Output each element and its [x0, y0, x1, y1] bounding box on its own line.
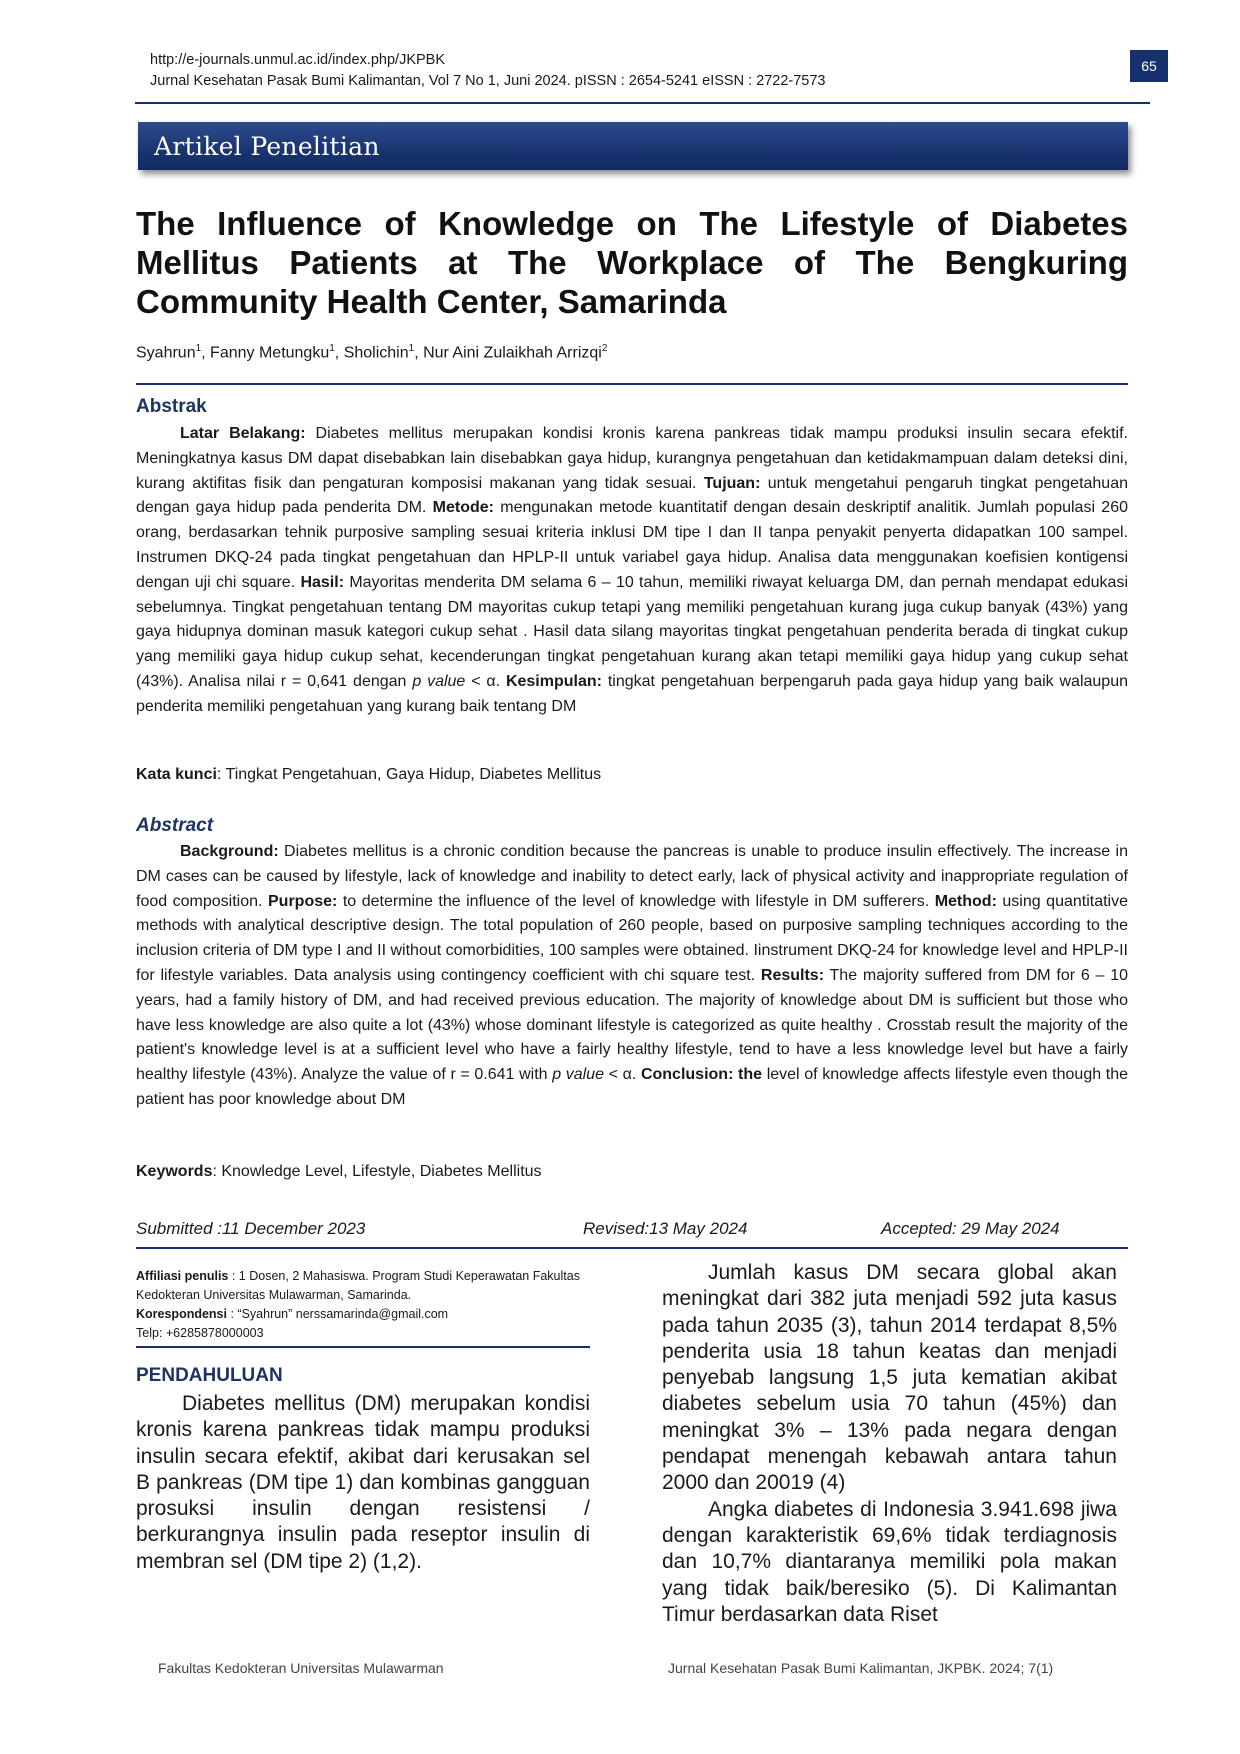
tujuan-label: Tujuan: — [703, 474, 761, 492]
affiliation-label: Affiliasi penulis — [136, 1269, 229, 1283]
pendahuluan-heading: PENDAHULUAN — [136, 1365, 283, 1386]
article-type-label: Artikel Penelitian — [154, 132, 380, 161]
dates-divider — [136, 1247, 1128, 1249]
page-number: 65 — [1141, 58, 1157, 74]
latar-text: Diabetes mellitus merupakan kondisi kronis karena pankreas tidak mampu produksi insulin secara efektif. Meningkatnya kasus DM dapat disebabkan lain disebabkan gaya hidup, kurangnya pengetahuan dan ketidakmampuan dalam deteksi dini, kurang aktifitas fisik dan pengaturan komposisi makanan yang tidak sesuai. — [136, 425, 1128, 492]
revised-date: Revised:13 May 2024 — [583, 1219, 748, 1238]
pendahuluan-paragraph: Jumlah kasus DM secara global akan meningkat dari 382 juta menjadi 592 juta kasus pada tahun 2035 (3), tahun 2014 terdapat 8,5% penderita usia 18 tahun keatas dan menjadi penyebab langsung 1,5 juta kematian akibat diabetes sebelum usia 70 tahun (45%) dan meningkat 3% – 13% pada negara dengan pendapat menengah kebawah antara tahun 2000 dan 20019 (4) — [662, 1261, 1117, 1495]
conclusion-label: Conclusion: the — [640, 1066, 763, 1084]
results-text: The majority suffered from DM for 6 – 10 years, had a family history of DM, and had received previous education. The majority of knowledge about DM is sufficient but those who have less knowledge are also quite a lot (43%) whose dominant lifestyle is categorized as quite healthy . Crosstab result the majority of the patient's knowledge level is at a sufficient level who have a fairly healthy lifestyle, tend to have a less knowledge level but have a fairly healthy lifestyle (43%). Analyze the value of r = 0.641 with — [136, 966, 1129, 1084]
purpose-label: Purpose: — [268, 892, 338, 910]
pendahuluan-paragraph: Angka diabetes di Indonesia 3.941.698 jiwa dengan karakteristik 69,6% tidak terdiagnosis dan 10,7% diantaranya memiliki pola makan yang tidak baik/beresiko (5). Di Kalimantan Timur berdasarkan data Riset — [662, 1497, 1117, 1626]
results-text-end: < α. — [603, 1066, 641, 1084]
purpose-text: to determine the influence of the level of knowledge with lifestyle in DM sufferers. — [337, 892, 935, 910]
tujuan-text: untuk mengetahui pengaruh tingkat pengetahuan dengan gaya hidup pada penderita DM. — [136, 474, 1129, 517]
hasil-label: Hasil: — [300, 573, 345, 591]
method-label: Method: — [934, 892, 997, 910]
affiliation-block — [136, 1267, 596, 1343]
phone-number: Telp: +6285878000003 — [136, 1326, 264, 1340]
latar-label: Latar Belakang: — [180, 425, 306, 442]
author-list: Syahrun$^1$, Fanny Metungku$^1$, Sholichin$^1$, Nur Aini Zulaikhah Arrizqi$^2$ — [136, 343, 608, 362]
affiliation-text: : 1 Dosen, 2 Mahasiswa. Program Studi Keperawatan Fakultas Kedokteran Universitas Mulawarman, Samarinda. — [136, 1269, 580, 1302]
background-label: Background: — [180, 843, 279, 860]
hasil-text: Mayoritas menderita DM selama 6 – 10 tahun, memiliki riwayat keluarga DM, dan pernah mendapat edukasi sebelumnya. Tingkat pengetahuan tentang DM mayoritas cukup tetapi yang memiliki pengetahuan kurang juga cukup banyak (43%) yang gaya hidupnya dominan masuk kategori cukup sehat . Hasil data silang mayoritas tingkat pengetahuan penderita berada di tingkat cukup yang memiliki gaya hidup cukup sehat, kecenderungan tingkat pengetahuan kurang akan tetapi memiliki gaya hidup yang cukup sehat (43%). Analisa nilai r = 0,641 dengan — [136, 573, 1128, 690]
author-name: Fanny Metungku — [210, 344, 330, 362]
title-line-2: Mellitus Patients at The Workplace of The Bengkuring — [136, 244, 1128, 281]
method-text: using quantitative methods with analytical descriptive design. The total population of 260 people, based on purposive sampling techniques according to the inclusion criteria of DM type I and II without comorbidities, 100 samples were obtained. Iinstrument DKQ-24 for knowledge level and HPLP-II for lifestyle variables. Data analysis using contingency coefficient with chi square test. — [136, 892, 1129, 984]
keywords — [136, 1163, 542, 1181]
pendahuluan-right-column — [662, 1260, 1117, 1628]
author-affiliation-mark: 1 — [329, 343, 335, 354]
journal-info: Jurnal Kesehatan Pasak Bumi Kalimantan, Vol 7 No 1, Juni 2024. pISSN : 2654-5241 eISSN : 2722-7573 — [150, 73, 826, 89]
metode-text: mengunakan metode kuantitatif dengan desain deskriptif analitik. Jumlah populasi 260 orang, berdasarkan tehnik purposive sampling sesuai kriteria inklusi DM tipe I dan II tanpa penyakit penyerta didapatkan 100 sampel. Instrumen DKQ-24 pada tingkat pengetahuan dan HPLP-II untuk variabel gaya hidup. Analisa data menggunakan koefisien kontigensi dengan uji chi square. — [136, 499, 1128, 591]
p-value-term: p value — [552, 1066, 604, 1084]
keywords-label: Keywords — [136, 1163, 213, 1180]
author-affiliation-mark: 1 — [195, 343, 202, 354]
author-affiliation-mark: 1 — [408, 343, 415, 354]
header-divider — [135, 102, 1150, 104]
hasil-text-end: < α. — [465, 672, 506, 690]
author-name: Nur Aini Zulaikhah Arrizqi — [423, 344, 602, 362]
author-name: Sholichin — [343, 344, 409, 362]
abstract-body — [136, 840, 1128, 1113]
abstrak-body — [136, 422, 1128, 720]
background-text: Diabetes mellitus is a chronic condition because the pancreas is unable to produce insulin effectively. The increase in DM cases can be caused by lifestyle, lack of knowledge and inability to detect early, lack of physical activity and inappropriate regulation of food composition. — [136, 843, 1128, 910]
p-value-term: p value — [412, 672, 466, 690]
footer-citation: Jurnal Kesehatan Pasak Bumi Kalimantan, JKPBK. 2024; 7(1) — [668, 1660, 1054, 1676]
author-affiliation-mark: 2 — [601, 343, 608, 354]
pendahuluan-paragraph: Diabetes mellitus (DM) merupakan kondisi kronis karena pankreas tidak mampu produksi insulin secara efektif, akibat dari kerusakan sel B pankreas (DM tipe 1) dan kombinas gangguan prosuksi insulin dengan resistensi / berkurangnya insulin pada reseptor insulin di membran sel (DM tipe 2) (1,2). — [136, 1392, 590, 1573]
abstract-heading: Abstract — [136, 815, 214, 836]
article-type-banner — [138, 122, 1128, 170]
title-line-3: Community Health Center, Samarinda — [136, 283, 727, 320]
kata-kunci-label: Kata kunci — [136, 766, 217, 783]
kata-kunci-text: : Tingkat Pengetahuan, Gaya Hidup, Diabetes Mellitus — [216, 766, 602, 783]
section-divider — [136, 383, 1128, 385]
page-number-badge — [1130, 50, 1168, 82]
author-name: Syahrun — [136, 344, 196, 362]
correspondence-label: Korespondensi — [136, 1307, 227, 1321]
kesimpulan-text: tingkat pengetahuan berpengaruh pada gaya hidup yang baik walaupun penderita memiliki pengetahuan yang kurang baik tentang DM — [136, 672, 1129, 715]
correspondence-text: : “Syahrun” nerssamarinda@gmail.com — [227, 1307, 449, 1321]
keywords-text: : Knowledge Level, Lifestyle, Diabetes Mellitus — [212, 1163, 542, 1180]
abstrak-heading: Abstrak — [136, 396, 207, 417]
affiliation-divider — [136, 1346, 590, 1348]
footer-faculty: Fakultas Kedokteran Universitas Mulawarman — [158, 1660, 444, 1676]
title-line-1: The Influence of Knowledge on The Lifestyle of Diabetes — [136, 205, 1128, 242]
article-title — [136, 204, 1128, 321]
kesimpulan-label: Kesimpulan: — [505, 672, 602, 690]
conclusion-text: level of knowledge affects lifestyle even though the patient has poor knowledge about DM — [136, 1066, 1129, 1108]
accepted-date: Accepted: 29 May 2024 — [881, 1219, 1060, 1238]
metode-label: Metode: — [432, 499, 494, 517]
results-label: Results: — [760, 966, 825, 984]
journal-url[interactable]: http://e-journals.unmul.ac.id/index.php/JKPBK — [150, 52, 445, 68]
kata-kunci — [136, 766, 601, 784]
submitted-date: Submitted :11 December 2023 — [136, 1219, 366, 1238]
pendahuluan-left-column — [136, 1391, 590, 1575]
